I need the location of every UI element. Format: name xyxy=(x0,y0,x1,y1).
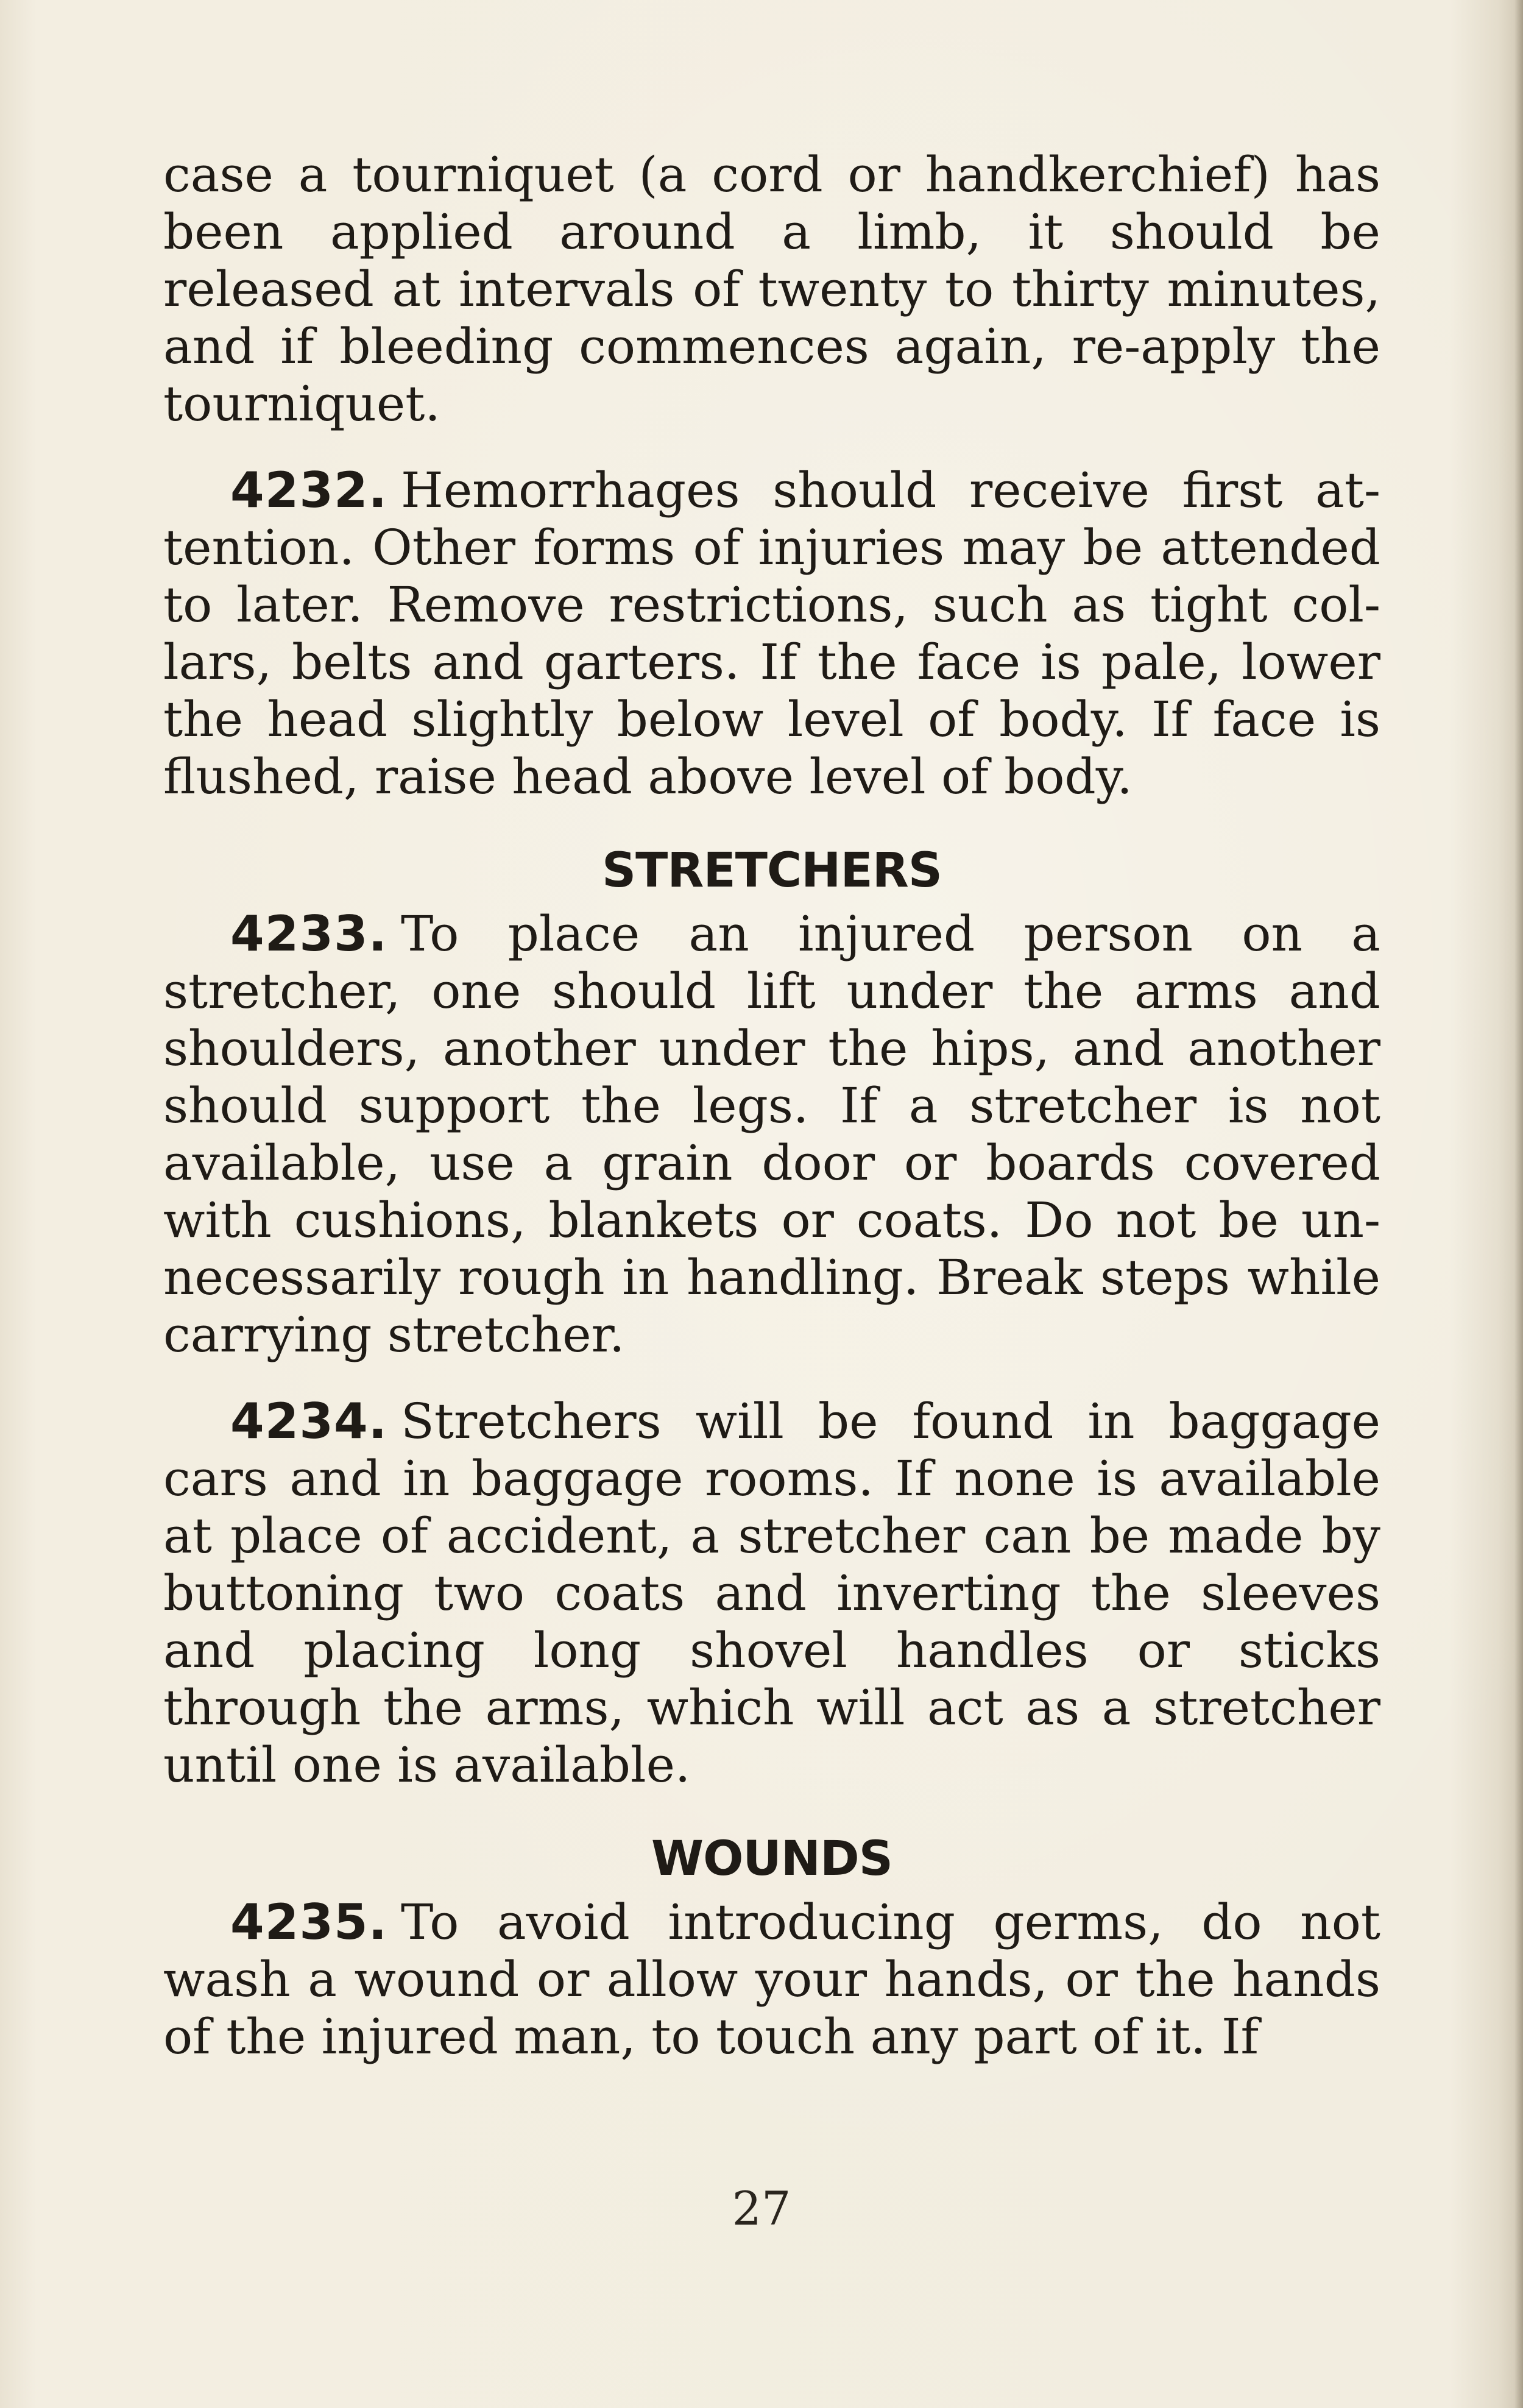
page-edge-shadow xyxy=(1514,0,1523,2408)
paragraph-number-4234: 4234. xyxy=(230,1393,388,1450)
section-heading-wounds: WOUNDS xyxy=(651,1832,892,1886)
section-heading-stretchers: STRETCHERS xyxy=(602,843,942,898)
paragraph-4234 xyxy=(163,1393,1380,1794)
paragraph-4232 xyxy=(163,462,1380,806)
page-body xyxy=(163,146,1380,2095)
paragraph-4235-text: To avoid introducing germs, do not wash a wound or allow your hands, or the hands of the injured man, to touch any part of it. If xyxy=(163,1894,1380,2065)
paragraph-4232-text: Hemorrhages should receive first attention. Other forms of injuries may be attended to later. Remove restrictions, such as tight collars, belts and garters. If the face is pale, lower the head slightly below level of body. If face is flushed, raise head above level of body. xyxy=(163,462,1380,805)
paragraph-4235 xyxy=(163,1894,1380,2066)
paragraph-intro xyxy=(163,146,1380,433)
paragraph-number-4232: 4232. xyxy=(230,462,388,519)
paragraph-4233-text: To place an injured person on a stretcher, one should lift under the arms and shoulders, another under the hips, and another should support the legs. If a stretcher is not available, use a grain door or boards covered with cushions, blankets or coats. Do not be unnecessarily rough in handling. Break steps while carrying stretcher. xyxy=(163,905,1380,1363)
paragraph-number-4235: 4235. xyxy=(230,1894,388,1950)
paragraph-4234-text: Stretchers will be found in baggage cars and in baggage rooms. If none is available at place of accident, a stretcher can be made by buttoning two coats and inverting the sleeves and placing long shovel handles or sticks through the arms, which will act as a stretcher until one is available. xyxy=(163,1393,1380,1793)
paragraph-number-4233: 4233. xyxy=(230,905,388,962)
paragraph-4233 xyxy=(163,905,1380,1364)
page-number: 27 xyxy=(732,2181,791,2236)
paragraph-intro-text: case a tourniquet (a cord or handkerchief) has been applied around a limb, it should be released at intervals of twenty to thirty minutes, and if bleeding commences again, re-apply the tourniquet. xyxy=(163,146,1380,432)
